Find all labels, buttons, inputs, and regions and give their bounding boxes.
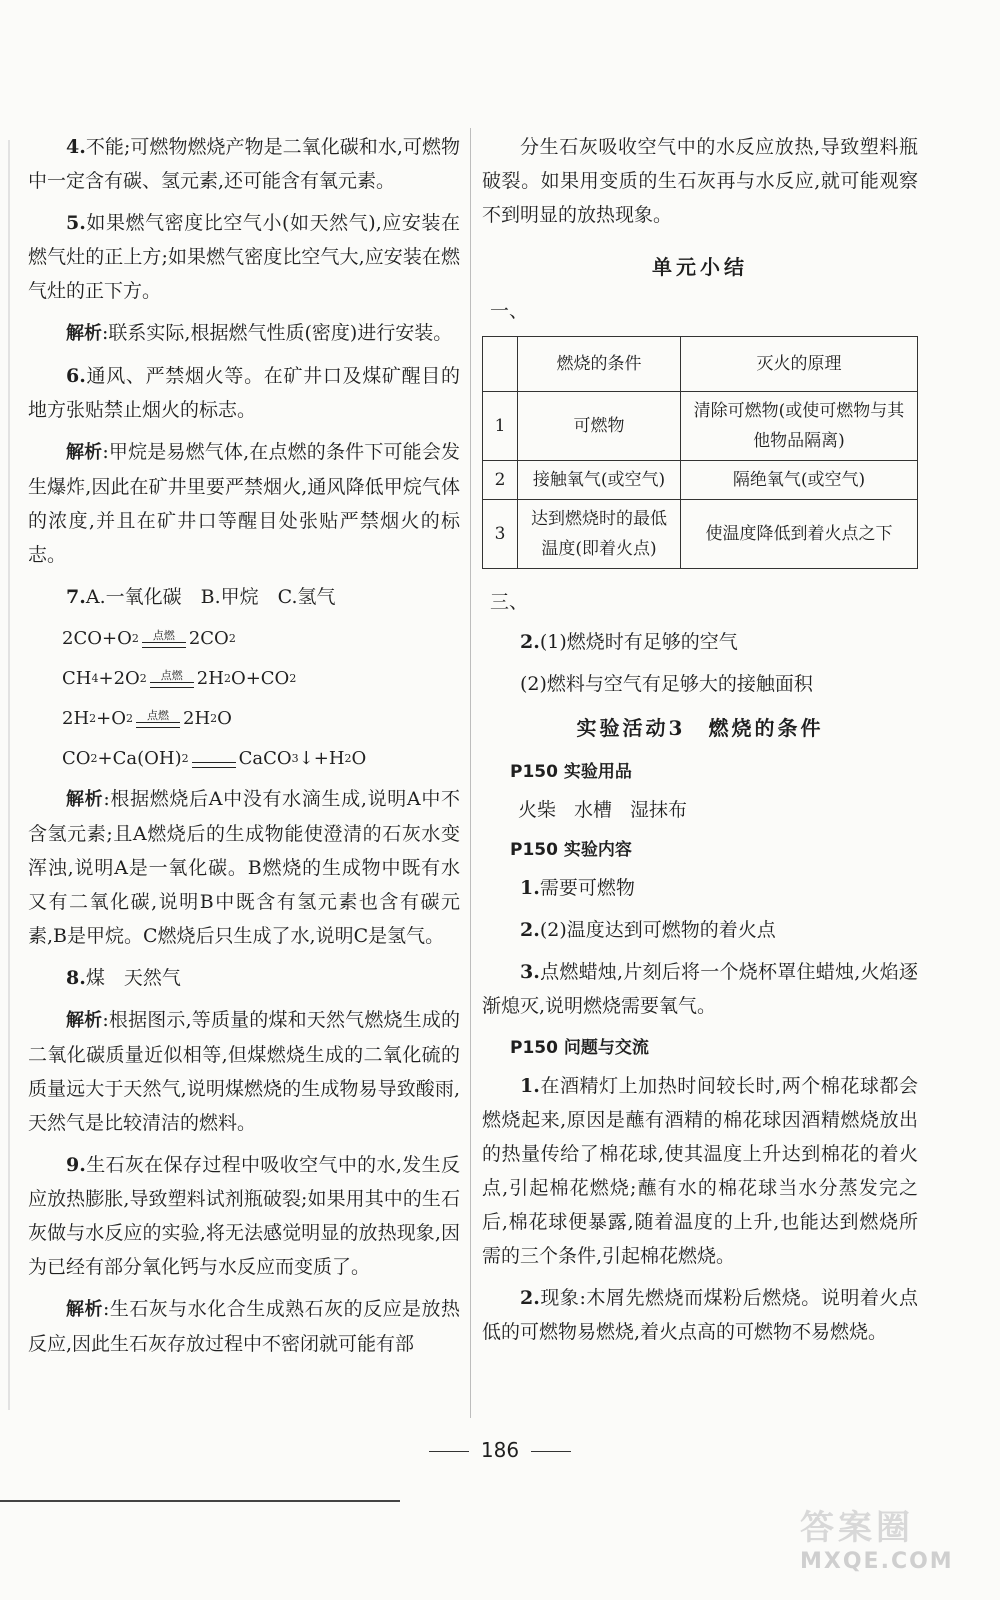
discussion-2: 2.现象:木屑先燃烧而煤粉后燃烧。说明着火点低的可燃物易燃烧,着火点高的可燃物不易燃烧。 (482, 1287, 918, 1343)
table-row: 1 可燃物 清除可燃物(或使可燃物与其他物品隔离) (483, 392, 918, 461)
bottom-rule (0, 1500, 400, 1502)
material-item: 湿抹布 (630, 799, 688, 821)
page-number: 186 (0, 1438, 1000, 1462)
heading-content: P150 实验内容 (510, 840, 632, 860)
answer-7: 7.A.一氧化碳 B.甲烷 C.氢气 (66, 586, 336, 608)
section-three-mark: 三、 (490, 591, 529, 613)
equation-ch4: CH 4 +2O 2 点燃 2H 2 O+CO 2 (28, 662, 460, 696)
content-2: 2.(2)温度达到可燃物的着火点 (520, 919, 776, 941)
answer-6: 6.通风、严禁烟火等。在矿井口及煤矿醒目的地方张贴禁止烟火的标志。 (28, 365, 460, 421)
answer-4: 4.不能;可燃物燃烧产物是二氧化碳和水,可燃物中一定含有碳、氢元素,还可能含有氧元素。 (28, 136, 460, 192)
table-header-blank (483, 337, 518, 392)
left-column (28, 130, 460, 1369)
answer-8: 8.煤 天然气 (66, 967, 181, 989)
table-header-principle: 灭火的原理 (681, 337, 918, 392)
equation-co: 2CO+O 2 点燃 2CO 2 (28, 622, 460, 656)
table-header-row (483, 337, 918, 392)
table-row: 2 接触氧气(或空气) 隔绝氧气(或空气) (483, 461, 918, 500)
equation-limewater: CO 2 +Ca(OH) 2 CaCO 3 ↓+H 2 O (28, 742, 460, 776)
heading-discussion: P150 问题与交流 (510, 1038, 649, 1058)
reaction-arrow: 点燃 (142, 630, 186, 656)
reaction-arrow: 点燃 (150, 670, 194, 696)
experiment-title: 实验活动3 燃烧的条件 (576, 716, 824, 740)
answer-5: 5.如果燃气密度比空气小(如天然气),应安装在燃气灶的正上方;如果燃气密度比空气大,应安装在燃气灶的正下方。 (28, 212, 460, 302)
answer-2-part1: 2.(1)燃烧时有足够的空气 (520, 631, 738, 653)
analysis-8: 解析:根据图示,等质量的煤和天然气燃烧生成的二氧化碳质量近似相等,但煤燃烧生成的二氧化硫的质量远大于天然气,说明煤燃烧的生成物易导致酸雨,天然气是比较清洁的燃料。 (28, 1009, 460, 1134)
heading-materials: P150 实验用品 (510, 762, 632, 782)
discussion-1: 1.在酒精灯上加热时间较长时,两个棉花球都会燃烧起来,原因是蘸有酒精的棉花球因酒精燃烧放出的热量传给了棉花球,使其温度上升达到棉花的着火点,引起棉花燃烧;蘸有水的棉花球当水分蒸发完之后,棉花球便暴露,随着温度的上升,也能达到燃烧所需的三个条件,引起棉花燃烧。 (482, 1075, 918, 1267)
materials-list (482, 793, 918, 827)
watermark-logo: 答案圈 MXQE.COM (800, 1508, 954, 1574)
content-1: 1.需要可燃物 (520, 877, 635, 899)
analysis-9: 解析:生石灰与水化合生成熟石灰的反应是放热反应,因此生石灰存放过程中不密闭就可能有部 (28, 1298, 461, 1355)
column-divider (470, 128, 471, 1418)
material-item: 水槽 (574, 799, 613, 821)
unit-summary-title: 单元小结 (652, 255, 748, 279)
analysis-9-continued: 分生石灰吸收空气中的水反应放热,导致塑料瓶破裂。如果用变质的生石灰再与水反应,就可能观察不到明显的放热现象。 (482, 136, 918, 226)
reaction-arrow: 点燃 (136, 710, 180, 736)
analysis-6: 解析:甲烷是易燃气体,在点燃的条件下可能会发生爆炸,因此在矿井里要严禁烟火,通风降低甲烷气体的浓度,并且在矿井口等醒目处张贴严禁烟火的标志。 (28, 441, 460, 566)
analysis-7: 解析:根据燃烧后A中没有水滴生成,说明A中不含氢元素;且A燃烧后的生成物能使澄清的石灰水变浑浊,说明A是一氧化碳。B燃烧的生成物中既有水又有二氧化碳,说明B中既含有氢元素也含有碳元素,B是甲烷。C燃烧后只生成了水,说明C是氢气。 (28, 788, 460, 947)
answer-2-part2: (2)燃料与空气有足够大的接触面积 (520, 673, 813, 695)
equation-h2: 2H 2 +O 2 点燃 2H 2 O (28, 702, 460, 736)
analysis-5: 解析:联系实际,根据燃气性质(密度)进行安装。 (66, 322, 453, 344)
section-one-mark: 一、 (490, 300, 529, 322)
summary-table (482, 336, 918, 569)
table-row: 3 达到燃烧时的最低温度(即着火点) 使温度降低到着火点之下 (483, 500, 918, 569)
page-edge-shadow (8, 140, 10, 1410)
content-3: 3.点燃蜡烛,片刻后将一个烧杯罩住蜡烛,火焰逐渐熄灭,说明燃烧需要氧气。 (482, 961, 918, 1017)
reaction-equals (192, 762, 236, 776)
answer-9: 9.生石灰在保存过程中吸收空气中的水,发生反应放热膨胀,导致塑料试剂瓶破裂;如果用其中的生石灰做与水反应的实验,将无法感觉明显的放热现象,因为已经有部分氧化钙与水反应而变质了。 (28, 1154, 460, 1278)
right-column (482, 130, 918, 1357)
material-item: 火柴 (518, 799, 557, 821)
table-header-condition: 燃烧的条件 (518, 337, 681, 392)
